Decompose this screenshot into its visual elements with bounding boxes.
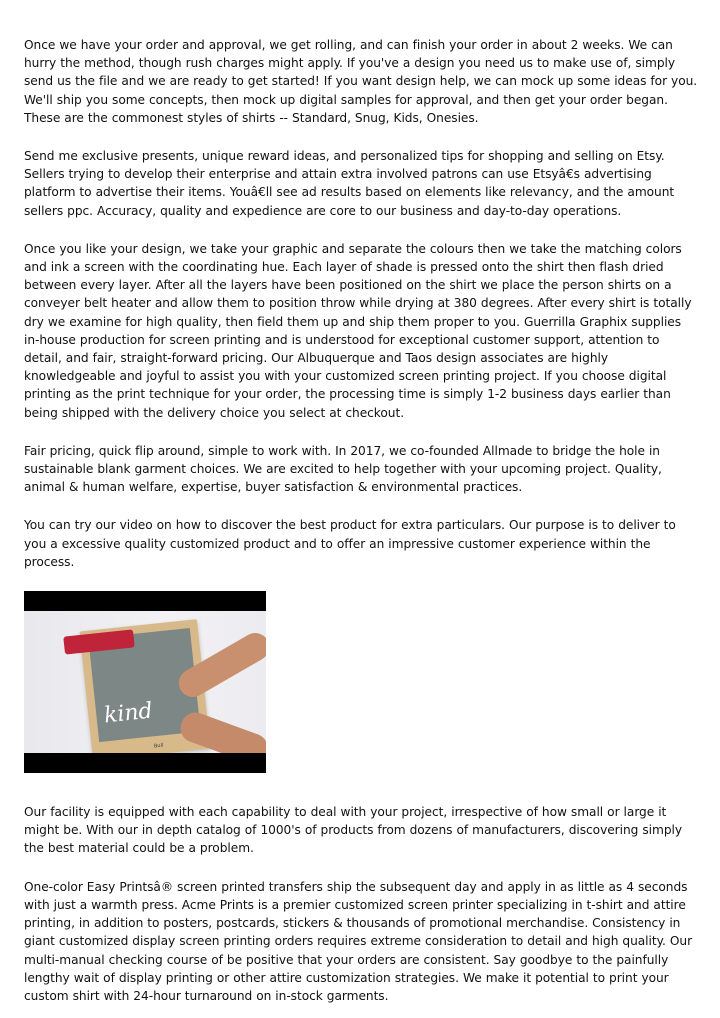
frame-brand-label: Bull bbox=[153, 742, 164, 750]
paragraph-1: Once we have your order and approval, we get rolling, and can finish your order in about 2 weeks. We can hurry the method, though rush charges might apply. If you've a design you need us to make use of, simply send us the file and we are ready to get started! If you want design help, we can mock up some ideas for you. We'll ship you some concepts, then mock up digital samples for approval, and then get your order began. These are the commonest styles of shirts -- Standard, Snug, Kids, Onesies. bbox=[24, 38, 698, 125]
screen-print-word: kind bbox=[102, 698, 154, 729]
paragraph-4: Fair pricing, quick flip around, simple to work with. In 2017, we co-founded Allmade to bridge the hole in sustainable blank garment choices. We are excited to help together with your upcoming project. Quality, animal & human welfare, expertise, buyer satisfaction & environmental practices. bbox=[24, 443, 662, 495]
video-still-image bbox=[24, 611, 266, 753]
paragraph-3: Once you like your design, we take your graphic and separate the colours then we take the matching colors and ink a screen with the coordinating hue. Each layer of shade is pressed onto the shirt then flash dried between every layer. After all the layers have been positioned on the shirt we place the person shirts on a conveyer belt heater and allow them to position throw while drying at 380 degrees. After every shirt is totally dry we examine for high quality, then field them up and ship them proper to you. Guerrilla Graphix supplies in-house production for screen printing and is understood for exceptional customer support, attention to detail, and fair, straight-forward pricing. Our Albuquerque and Taos design associates are highly knowledgeable and joyful to assist you with your customized screen printing project. If you choose digital printing as the print technique for your order, the processing time is simply 1-2 business days earlier than being shipped with the delivery choice you select at checkout. bbox=[24, 241, 692, 420]
paragraph-6: Our facility is equipped with each capability to deal with your project, irrespective of how small or large it might be. With our in depth catalog of 1000's of products from dozens of manufacturers, discovering simply the best material could be a problem. bbox=[24, 805, 683, 856]
paragraph-7: One-color Easy Printsâ® screen printed transfers ship the subsequent day and apply in as little as 4 seconds with just a warmth press. Acme Prints is a premier customized screen printer specializing in t-shirt and attire printing, in addition to posters, postcards, stickers & thousands of promotional merchandise. Consistency in giant customized display screen printing orders requires extreme consideration to detail and high quality. Our multi-manual checking course of be positive that your orders are consistent. Say goodbye to the painfully lengthy wait of display printing or other attire customization strategies. We make it potential to print your custom shirt with 24-hour turnaround on in-stock garments. bbox=[24, 879, 693, 1003]
article-body bbox=[24, 36, 700, 1005]
paragraph-2: Send me exclusive presents, unique reward ideas, and personalized tips for shopping and selling on Etsy. Sellers trying to develop their enterprise and attain extra involved patrons can use Etsyâ€s advertising platform to advertise their items. Youâ€ll see ad results based on elements like relevancy, and the amount sellers ppc. Accuracy, quality and expedience are core to our business and day-to-day operations. bbox=[24, 149, 675, 218]
video-thumbnail[interactable] bbox=[24, 591, 266, 773]
paragraph-5: You can try our video on how to discover the best product for extra particulars. Our purpose is to deliver to you a excessive quality customized product and to offer an impressive customer experience within the process. bbox=[24, 518, 676, 569]
